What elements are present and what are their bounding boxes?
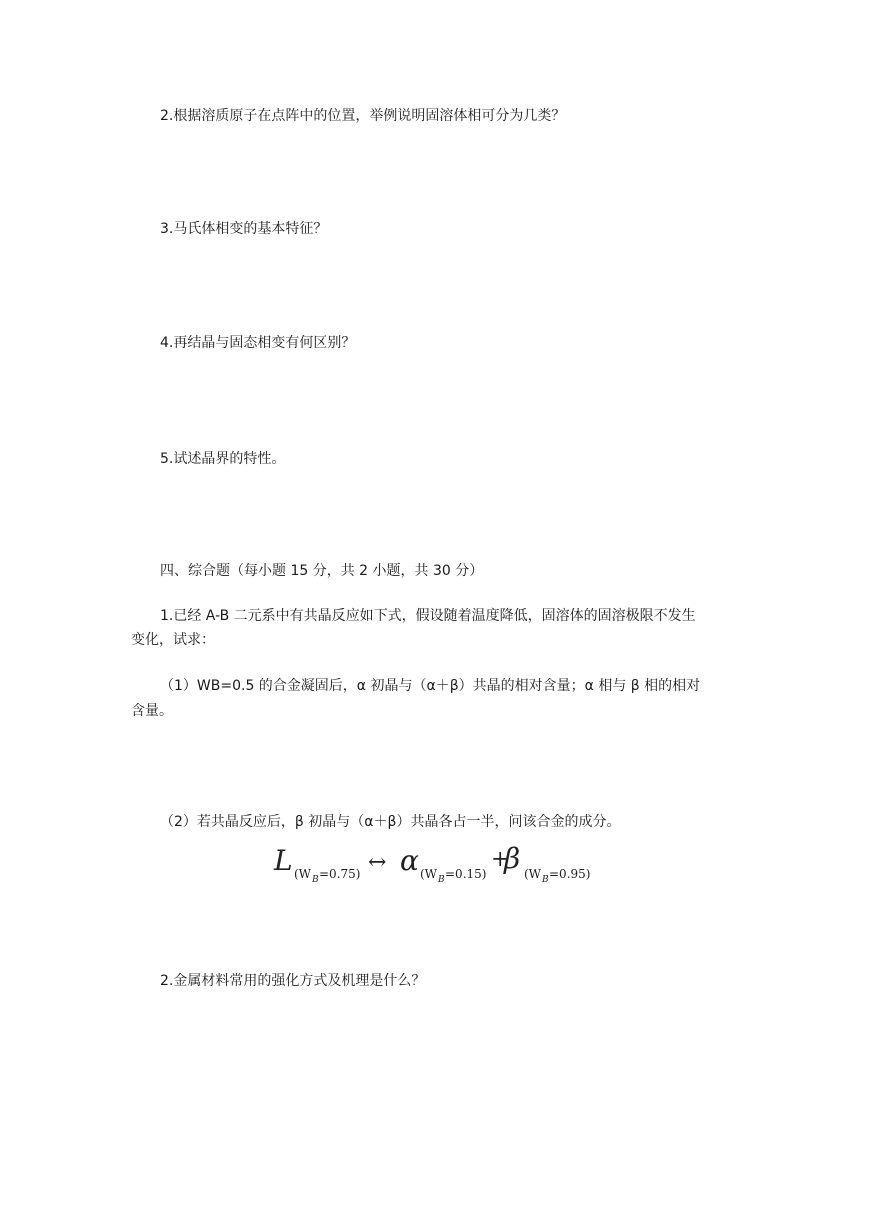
formula-alpha-sub-b: B: [438, 875, 445, 885]
section-4-heading: 四、综合题（每小题 15 分，共 2 小题，共 30 分）: [160, 563, 484, 579]
formula-arrow: ↔: [368, 850, 387, 875]
question-2: 2.根据溶质原子在点阵中的位置，举例说明固溶体相可分为几类？: [160, 108, 566, 124]
formula-alpha: α: [400, 844, 419, 877]
formula-beta: β: [504, 842, 521, 875]
question-3: 3.马氏体相变的基本特征？: [160, 221, 328, 237]
part-2: （2）若共晶反应后，β 初晶与（α＋β）共晶各占一半，问该合金的成分。: [160, 814, 621, 830]
formula-beta-sub-open: (W: [524, 867, 542, 881]
part-1-line-1: （1）WB=0.5 的合金凝固后，α 初晶与（α＋β）共晶的相对含量；α 相与 β 相的相对: [160, 678, 701, 694]
formula-alpha-sub-open: (W: [420, 867, 438, 881]
question-4: 4.再结晶与固态相变有何区别？: [160, 335, 356, 351]
part-1-line-2: 含量。: [131, 703, 173, 719]
question-5: 5.试述晶界的特性。: [160, 451, 286, 467]
comprehensive-question-2: 2.金属材料常用的强化方式及机理是什么？: [160, 973, 426, 989]
comprehensive-question-1-line-2: 变化，试求：: [131, 632, 215, 648]
eutectic-reaction-formula: [272, 842, 602, 886]
formula-liquid-sub-b: B: [312, 875, 319, 885]
formula-beta-sub-value: =0.95): [549, 867, 591, 881]
formula-liquid-sub-value: =0.75): [319, 867, 361, 881]
formula-liquid-sub-open: (W: [294, 867, 312, 881]
formula-liquid: L: [274, 844, 293, 877]
formula-alpha-sub-value: =0.15): [445, 867, 487, 881]
formula-plus: +: [491, 847, 510, 872]
formula-beta-sub-b: B: [542, 875, 549, 885]
comprehensive-question-1-line-1: 1.已经 A-B 二元系中有共晶反应如下式，假设随着温度降低，固溶体的固溶极限不发生: [160, 608, 696, 624]
